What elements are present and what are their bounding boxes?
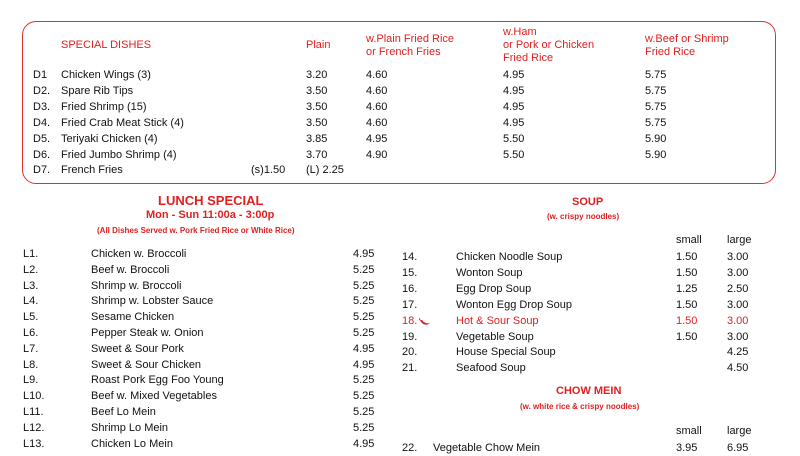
lunch-item-code: L11.	[23, 406, 44, 418]
soup-item-name: Hot & Sour Soup	[456, 314, 539, 327]
lunch-item-name: Beef w. Broccoli	[91, 263, 170, 276]
lunch-item-price: 4.95	[353, 358, 375, 371]
lunch-item-name: Shrimp w. Lobster Sauce	[91, 295, 214, 308]
lunch-item-name: Beef w. Mixed Vegetables	[91, 390, 217, 403]
special-item-plain-price: 3.85	[306, 133, 328, 145]
soup-note: (w. crispy noodles)	[547, 212, 620, 221]
lunch-item-name: Sweet & Sour Pork	[91, 342, 184, 355]
special-item-plain-price: 3.20	[306, 69, 328, 81]
plain-column-header: Plain	[306, 39, 331, 51]
lunch-special-hours: Mon - Sun 11:00a - 3:00p	[146, 209, 275, 221]
soup-item-name: Wonton Egg Drop Soup	[456, 298, 572, 311]
soup-item-small-price: 1.50	[676, 298, 698, 311]
special-item-beef-shrimp-price: 5.75	[645, 85, 667, 97]
special-item-beef-shrimp-price: 5.90	[645, 149, 667, 161]
special-item-code: D5.	[33, 133, 51, 145]
special-item-plain-price: 3.70	[306, 149, 328, 161]
lunch-item-code: L7.	[23, 342, 39, 355]
special-item-fried-rice-price: 4.90	[366, 149, 388, 161]
special-item-ham-pork-chicken-price: 5.50	[503, 149, 525, 161]
hot-pepper-icon	[419, 317, 431, 329]
special-item-beef-shrimp-price: 5.75	[645, 117, 667, 129]
soup-item-code: 18.	[402, 314, 418, 327]
soup-item-large-price: 3.00	[727, 266, 749, 279]
special-item-ham-pork-chicken-price: 4.95	[503, 85, 525, 97]
special-dishes-heading: SPECIAL DISHES	[61, 39, 152, 51]
special-item-name: Fried Crab Meat Stick (4)	[61, 117, 184, 129]
special-item-ham-pork-chicken-price: 4.95	[503, 101, 525, 113]
special-item-name: Chicken Wings (3)	[61, 69, 151, 81]
soup-item-small-price: 1.50	[676, 314, 698, 327]
lunch-item-name: Shrimp w. Broccoli	[91, 279, 182, 292]
fried-rice-column-header: w.Plain Fried Rice or French Fries	[366, 33, 455, 58]
ham-pork-chicken-column-header: w.Ham or Pork or Chicken Fried Rice	[503, 26, 595, 64]
lunch-item-code: L8.	[23, 358, 39, 371]
soup-title: SOUP	[572, 196, 604, 208]
soup-item-name: Vegetable Soup	[456, 330, 534, 343]
lunch-item-code: L5.	[23, 311, 39, 324]
lunch-item-code: L6.	[23, 327, 39, 339]
soup-item-code: 15.	[402, 266, 418, 279]
lunch-item-name: Chicken w. Broccoli	[91, 248, 187, 260]
soup-item-small-price: 1.25	[676, 282, 698, 295]
special-item-fried-rice-price: 4.60	[366, 101, 388, 113]
special-item-plain-price: 3.50	[306, 117, 328, 129]
fries-small-price: (s)1.50	[251, 164, 286, 176]
special-item-code: D4.	[33, 117, 51, 129]
soup-item-small-price: 1.50	[676, 251, 698, 263]
special-item-code: D1	[33, 69, 48, 81]
soup-item-large-price: 3.00	[727, 330, 749, 343]
special-item-ham-pork-chicken-price: 4.95	[503, 69, 525, 81]
soup-item-code: 19.	[402, 330, 418, 343]
lunch-item-price: 5.25	[353, 327, 375, 339]
lunch-item-name: Pepper Steak w. Onion	[91, 327, 204, 339]
special-item-row: D7.	[33, 164, 51, 176]
special-item-fried-rice-price: 4.60	[366, 85, 388, 97]
special-item-beef-shrimp-price: 5.75	[645, 69, 667, 81]
soup-item-large-price: 2.50	[727, 282, 749, 295]
special-item-plain-price: 3.50	[306, 101, 328, 113]
lunch-item-code: L2.	[23, 263, 39, 276]
chow-mein-title: CHOW MEIN	[556, 385, 622, 397]
soup-item-name: House Special Soup	[456, 346, 556, 359]
lunch-item-price: 5.25	[353, 406, 375, 418]
chow-mein-item-small-price: 3.95	[676, 442, 698, 454]
chow-mein-note: (w. white rice & crispy noodles)	[520, 402, 640, 411]
lunch-item-price: 4.95	[353, 248, 375, 260]
soup-item-large-price: 4.50	[727, 362, 749, 375]
special-item-beef-shrimp-price: 5.90	[645, 133, 667, 145]
special-item-ham-pork-chicken-price: 4.95	[503, 117, 525, 129]
lunch-item-code: L10.	[23, 390, 45, 403]
special-item-name: Fried Jumbo Shrimp (4)	[61, 149, 177, 161]
lunch-item-price: 5.25	[353, 374, 375, 387]
lunch-item-name: Beef Lo Mein	[91, 406, 156, 418]
special-item-fried-rice-price: 4.95	[366, 133, 388, 145]
lunch-item-price: 4.95	[353, 342, 375, 355]
special-item-code: D3.	[33, 101, 51, 113]
soup-item-code: 20.	[402, 346, 418, 359]
lunch-item-price: 5.25	[353, 263, 375, 276]
beef-shrimp-column-header: w.Beef or Shrimp Fried Rice	[645, 33, 729, 58]
lunch-item-code: L4.	[23, 295, 39, 308]
special-item-code: D6.	[33, 149, 51, 161]
lunch-item-code: L13.	[23, 437, 45, 450]
lunch-special-note: (All Dishes Served w. Pork Fried Rice or White Rice)	[97, 226, 295, 235]
soup-item-large-price: 3.00	[727, 314, 749, 327]
special-item-name: Teriyaki Chicken (4)	[61, 133, 158, 145]
lunch-special-title: LUNCH SPECIAL	[158, 193, 264, 208]
chow-mein-item-large-price: 6.95	[727, 442, 749, 454]
soup-item-name: Egg Drop Soup	[456, 282, 532, 295]
special-item-fried-rice-price: 4.60	[366, 117, 388, 129]
lunch-item-code: L1.	[23, 248, 39, 260]
chow-mein-item-code: 22.	[402, 442, 418, 454]
soup-item-small-price: 1.50	[676, 266, 698, 279]
soup-item-code: 16.	[402, 282, 418, 295]
special-item-code: D2.	[33, 85, 51, 97]
lunch-item-price: 5.25	[353, 279, 375, 292]
soup-item-name: Wonton Soup	[456, 266, 523, 279]
soup-item-code: 17.	[402, 298, 418, 311]
soup-item-large-price: 4.25	[727, 346, 749, 359]
soup-large-header: large	[727, 234, 752, 246]
special-item-ham-pork-chicken-price: 5.50	[503, 133, 525, 145]
special-item-name: Spare Rib Tips	[61, 85, 134, 97]
lunch-item-name: Roast Pork Egg Foo Young	[91, 374, 224, 387]
soup-item-name: Seafood Soup	[456, 362, 526, 375]
chow-mein-item-name: Vegetable Chow Mein	[433, 442, 541, 454]
soup-item-name: Chicken Noodle Soup	[456, 251, 563, 263]
special-item-fried-rice-price: 4.60	[366, 69, 388, 81]
lunch-item-name: Chicken Lo Mein	[91, 437, 173, 450]
lunch-item-code: L12.	[23, 421, 45, 434]
lunch-item-price: 5.25	[353, 390, 375, 403]
lunch-item-code: L9.	[23, 374, 39, 387]
lunch-item-name: Shrimp Lo Mein	[91, 421, 169, 434]
soup-small-header: small	[676, 234, 702, 246]
soup-item-code: 14.	[402, 251, 418, 263]
lunch-item-price: 4.95	[353, 437, 375, 450]
lunch-item-price: 5.25	[353, 311, 375, 324]
soup-item-small-price: 1.50	[676, 330, 698, 343]
special-item-name: French Fries	[61, 164, 123, 176]
special-item-name: Fried Shrimp (15)	[61, 101, 147, 113]
soup-item-code: 21.	[402, 362, 418, 375]
soup-item-large-price: 3.00	[727, 298, 749, 311]
chow-mein-small-header: small	[676, 425, 702, 437]
lunch-item-name: Sesame Chicken	[91, 311, 175, 324]
lunch-item-name: Sweet & Sour Chicken	[91, 358, 202, 371]
fries-large-price: (L) 2.25	[306, 164, 344, 176]
lunch-item-price: 5.25	[353, 295, 375, 308]
lunch-item-price: 5.25	[353, 421, 375, 434]
special-item-plain-price: 3.50	[306, 85, 328, 97]
lunch-item-code: L3.	[23, 279, 39, 292]
special-item-beef-shrimp-price: 5.75	[645, 101, 667, 113]
chow-mein-large-header: large	[727, 425, 752, 437]
soup-item-large-price: 3.00	[727, 251, 749, 263]
